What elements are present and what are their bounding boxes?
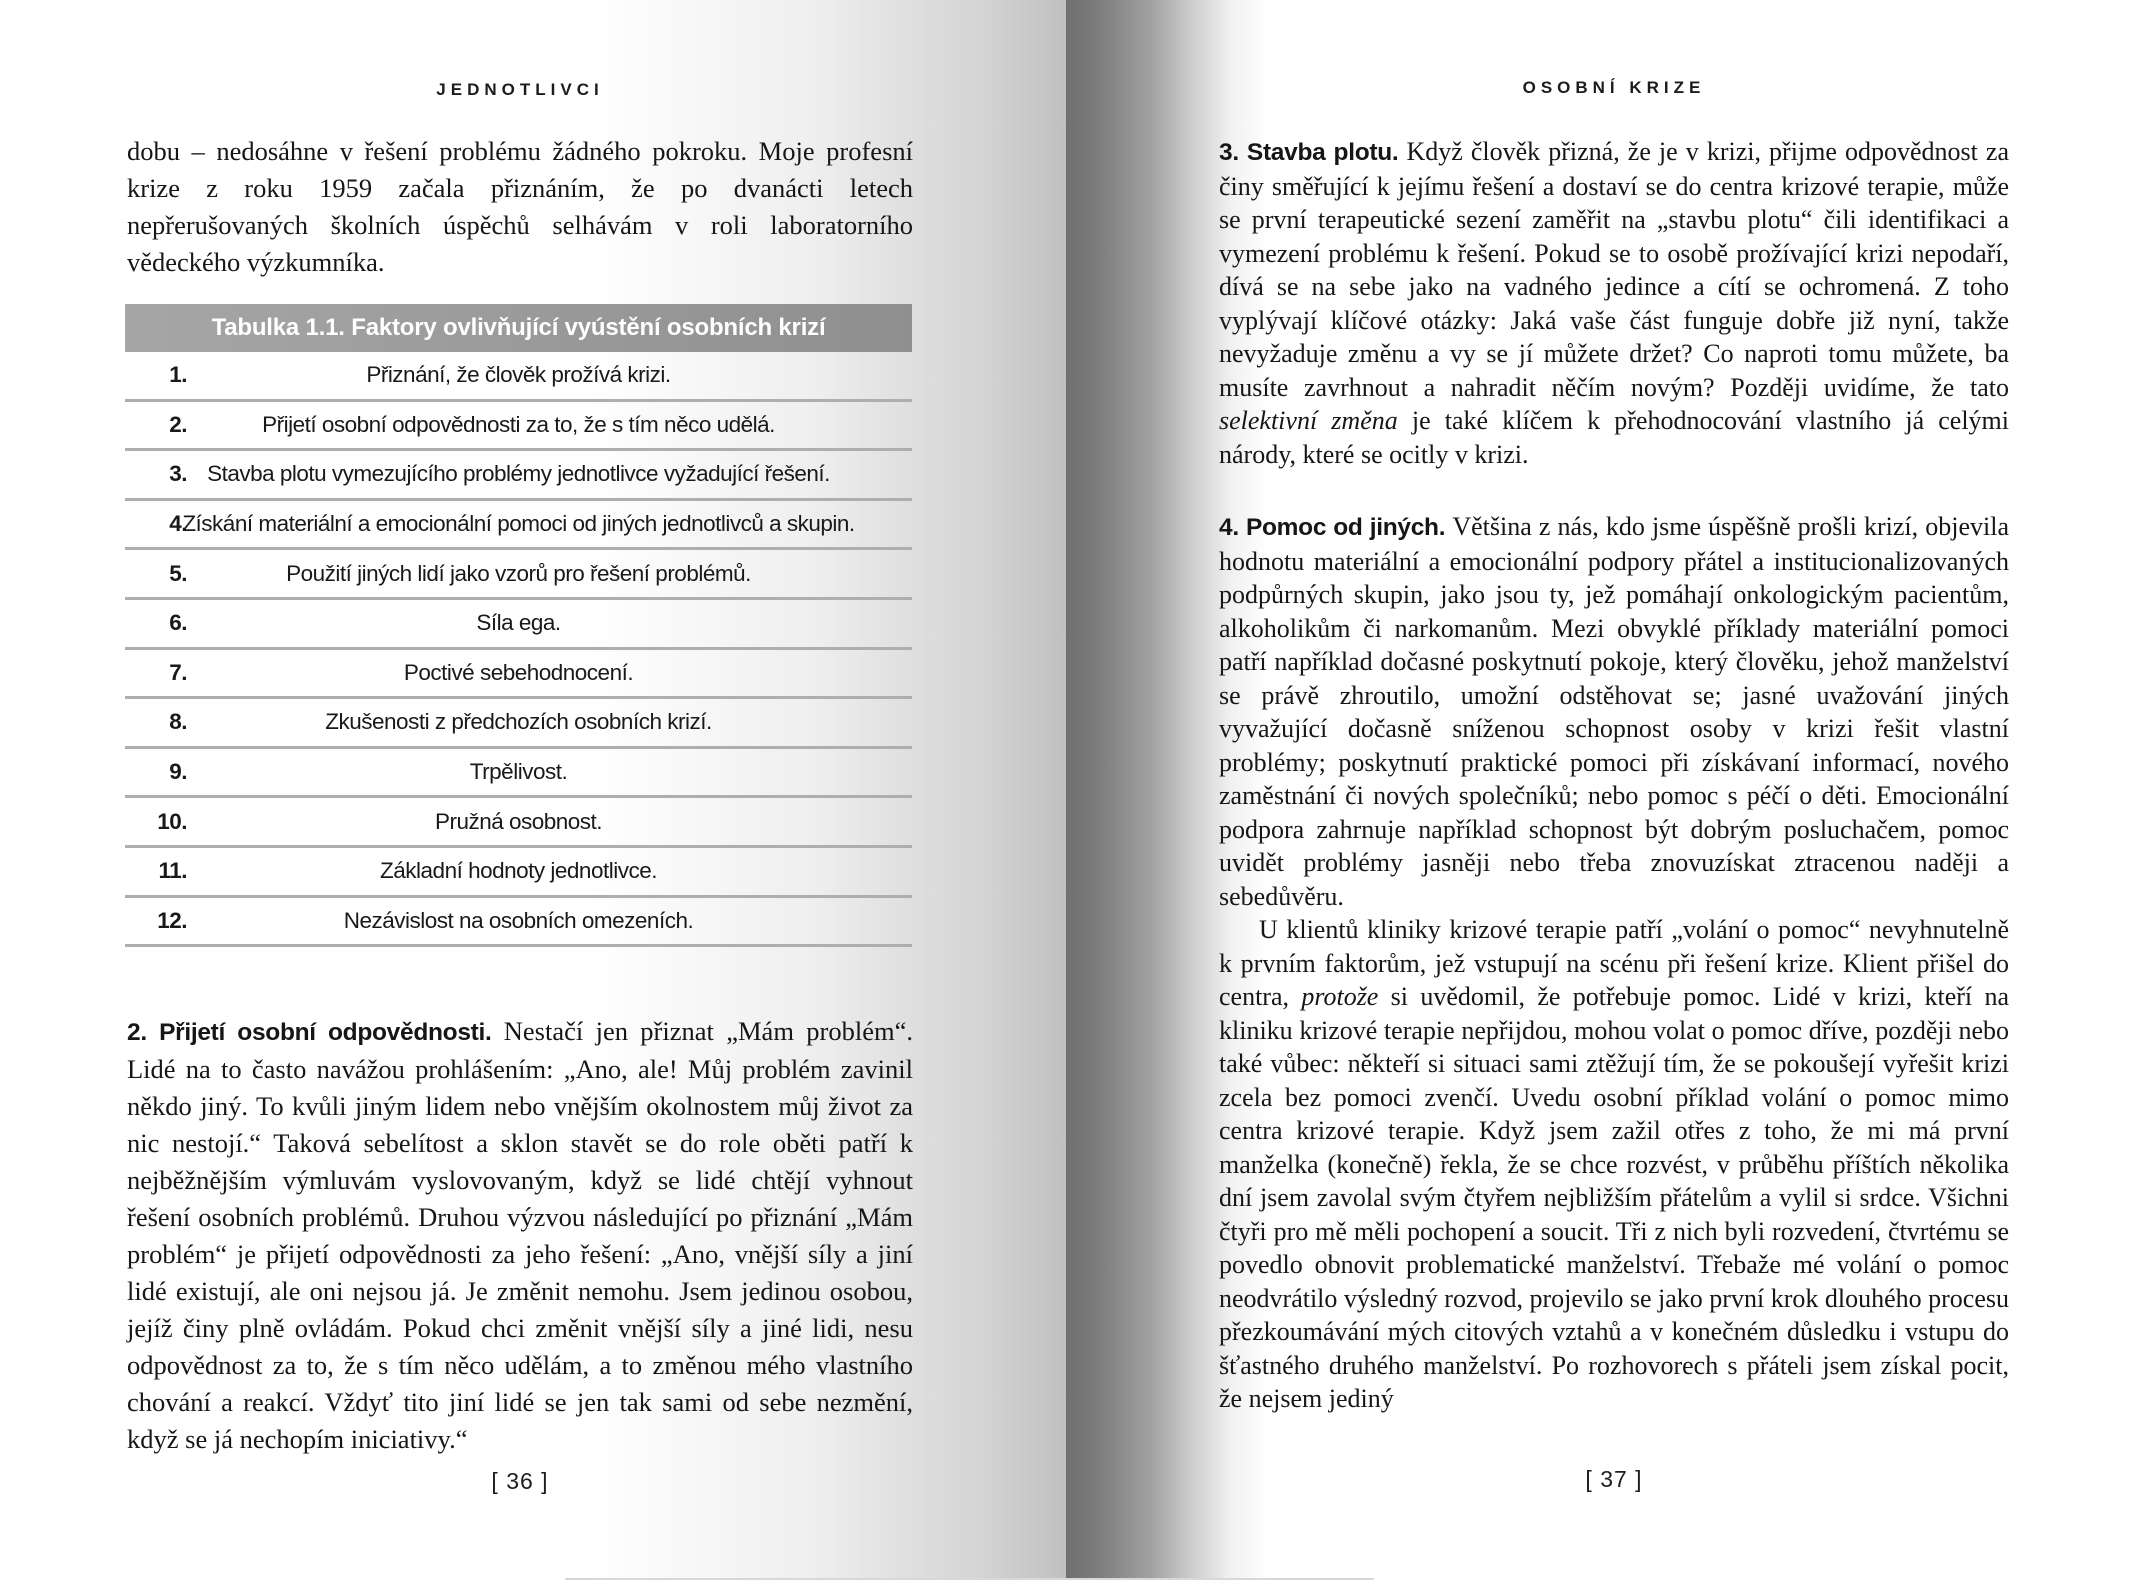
- text-segment: 3. Stavba plotu.: [1219, 139, 1407, 166]
- row-number: 2.: [169, 411, 187, 437]
- table-row: [125, 451, 912, 501]
- row-number: 1.: [169, 362, 187, 388]
- row-number: 8.: [169, 709, 187, 735]
- row-number: 3.: [169, 461, 187, 487]
- table-row: [125, 749, 912, 799]
- row-text: Použití jiných lidí jako vzorů pro řešení problémů.: [286, 560, 751, 586]
- table-row: [125, 798, 912, 848]
- row-number: 9.: [169, 759, 187, 785]
- factors-table: [125, 304, 912, 947]
- row-number: 4.: [169, 511, 187, 537]
- right-page-number: [ 37 ]: [1585, 1466, 1643, 1492]
- table-row: [125, 501, 912, 551]
- row-text: Trpělivost.: [469, 759, 568, 785]
- row-number: 5.: [169, 560, 187, 586]
- row-number: 12.: [157, 907, 187, 933]
- row-text: Síla ega.: [476, 610, 561, 636]
- left-running-header: JEDNOTLIVCI: [436, 80, 604, 99]
- table-row: [125, 699, 912, 749]
- text-segment: selektivní změna: [1219, 406, 1398, 435]
- row-text: Získání materiální a emocionální pomoci od jiných jednotlivců a skupin.: [182, 511, 855, 537]
- row-text: Zkušenosti z předchozích osobních krizí.: [325, 709, 712, 735]
- table-rows: [125, 352, 912, 947]
- paragraph-flow: [1219, 510, 2009, 1416]
- intro-paragraph: dobu – nedosáhne v řešení problému žádného pokroku. Moje profesní krize z roku 1959 začala přiznáním, že po dvanácti letech nepřerušovaných školních úspěchů selhávám v roli laboratorního vědeckého výzkumníka.: [127, 136, 913, 277]
- text-segment: Většina z nás, kdo jsme úspěšně prošli krizí, objevila hodnotu materiální a emocionální podpory přátel a institucionalizovaných podpůrných skupin, jako jsou ty, jež pomáhají onkologickým pacientům, alkoholikům či narkomanům. Mezi obvyklé příklady materiální pomoci patří například dočasné poskytnutí pokoje, který člověku, jehož manželství se právě zhroutilo, umožní odstěhovat se; jasné uvažování jiných vyvažující dočasně sníženou schopnost osoby v krizi řešit vlastní problémy; poskytnutí praktické pomoci při získávaní informací, nového zaměstnání či nových společníků; nebo pomoc s péčí o děti. Emocionální podpora zahrnuje například schopnost být dobrým posluchačem, pomoc uvidět problémy jasněji nebo třeba znovuzískat ztracenou naději a sebedůvěru.: [1219, 512, 2009, 911]
- table-title: Tabulka 1.1. Faktory ovlivňující vyústění osobních krizí: [125, 304, 912, 352]
- text-segment: Nestačí jen přiznat „Mám problém“. Lidé na to často navážou prohlášením: „Ano, ale! Můj problém zavinil někdo jiný. To kvůli jiným lidem nebo vnějším okolnostem můj život za nic nestojí.“ Taková sebelítost a sklon stavět se do role oběti patří k nejběžnějším výmluvám vyslovovaným, když se lidé chtějí vyhnout řešení osobních problémů. Druhou výzvou následující po přiznání „Mám problém“ je přijetí odpovědnosti za jeho řešení: „Ano, vnější síly a jiní lidé existují, ale oni nejsou já. Je změnit nemohu. Jsem jedinou osobou, jejíž činy plně ovládám. Pokud chci změnit vnější síly a jiné lidi, nesu odpovědnost za to, že s tím něco udělám, a to změnou mého vlastního chování a reakcí. Vždyť tito jiní lidé se jen tak sami od sebe nezmění, když se já nechopím iniciativy.“: [127, 1016, 913, 1454]
- row-text: Přiznání, že člověk prožívá krizi.: [366, 362, 671, 388]
- text-segment: Když člověk přizná, že je v krizi, přijme odpovědnost za činy směřující k jejímu řešení a dostaví se do centra krizové terapie, může se první terapeutické sezení zaměřit na „stavbu plotu“ čili identifikaci a vymezení problému k řešení. Pokud se to osobě prožívající krizi nepodaří, dívá se na sebe jako na vadného jedince a cítí se ochromená. Z toho vyplývají klíčové otázky: Jaká vaše část funguje dobře již nyní, takže nevyžaduje změnu a vy se jí můžete držet? Co naproti tomu můžete, ba musíte zavrhnout a nahradit něčím novým? Později uvidíme, že tato: [1219, 137, 2010, 402]
- paragraph-5: [1219, 913, 2009, 1416]
- page-bottom-edge: [565, 1578, 1374, 1586]
- row-number: 7.: [169, 659, 187, 685]
- table-row: [125, 650, 912, 700]
- table-row: [125, 550, 912, 600]
- text-segment: 2. Přijetí osobní odpovědnosti.: [127, 1019, 504, 1046]
- row-number: 11.: [158, 858, 187, 884]
- paragraph-3: [1219, 135, 2009, 471]
- table-row: [125, 898, 912, 948]
- row-text: Nezávislost na osobních omezeních.: [343, 907, 694, 933]
- text-segment: je také klíčem k přehodnocování vlastního já celými národy, které se ocitly v krizi.: [1219, 406, 2009, 469]
- right-page: [1066, 0, 2132, 1586]
- text-segment: U klientů kliniky krizové terapie patří „volání o pomoc“ nevyhnutelně k prvním faktorům, jež vstupují na scénu při řešení krize. Klient přišel do centra,: [1219, 915, 2009, 1011]
- row-number: 6.: [169, 610, 187, 636]
- paragraph-2: [127, 1013, 913, 1458]
- table-row: [125, 402, 912, 452]
- table-row: [125, 600, 912, 650]
- paragraph-4: [1219, 510, 2009, 913]
- left-page-number: [ 36 ]: [491, 1468, 549, 1494]
- text-segment: si uvědomil, že potřebuje pomoc. Lidé v krizi, kteří na kliniku krizové terapie nepřijdou, mohou volat o pomoc dříve, později nebo také vůbec: někteří si situaci sami ztěžují tím, že se pokoušejí vyřešit krizi zcela bez pomoci zvenčí. Uvedu osobní příklad volání o pomoc mimo centra krizové terapie. Když jsem zažil otřes z toho, že mi má první manželka (konečně) řekla, že se chce rozvést, v průběhu příštích několika dní jsem zavolal svým čtyřem nejbližším přátelům a vylil si srdce. Všichni čtyři pro mě měli pochopení a soucit. Tři z nich byli rozvedení, čtvrtému se povedlo obnovit problematické manželství. Třebaže mé volání o pomoc neodvrátilo výsledný rozvod, projevilo se jako první krok dlouhého procesu přezkoumávání mých citových vztahů a v konečném důsledku i vstupu do šťastného druhého manželství. Po rozhovorech s přáteli jsem získal pocit, že nejsem jediný: [1219, 982, 2009, 1413]
- row-text: Stavba plotu vymezujícího problémy jednotlivce vyžadující řešení.: [207, 461, 830, 487]
- row-number: 10.: [157, 808, 187, 834]
- text-segment: protože: [1301, 982, 1379, 1011]
- row-text: Přijetí osobní odpovědnosti za to, že s tím něco udělá.: [262, 411, 775, 437]
- table-row: [125, 352, 912, 402]
- row-text: Poctivé sebehodnocení.: [403, 659, 634, 685]
- text-segment: 4. Pomoc od jiných.: [1219, 514, 1453, 541]
- right-running-header: OSOBNÍ KRIZE: [1522, 78, 1706, 97]
- row-text: Pružná osobnost.: [434, 808, 603, 834]
- row-text: Základní hodnoty jednotlivce.: [380, 858, 657, 884]
- table-row: [125, 848, 912, 898]
